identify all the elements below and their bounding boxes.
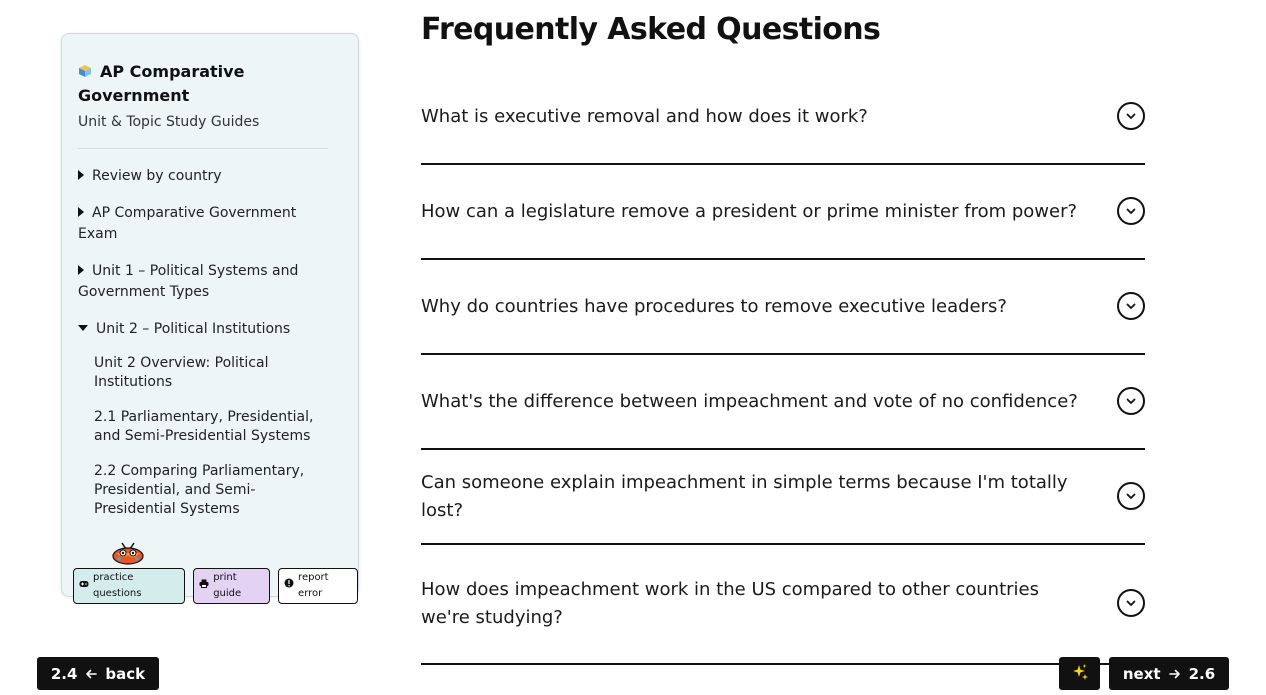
sidebar-action-buttons xyxy=(73,568,358,604)
chevron-down-icon[interactable] xyxy=(1117,482,1145,510)
report-error-label: report error xyxy=(298,572,329,599)
faq-heading: Frequently Asked Questions xyxy=(421,12,881,47)
sidebar-subitem-2-1[interactable]: 2.1 Parliamentary, Presidential, and Semi-Presidential Systems xyxy=(94,409,314,444)
ai-assistant-button[interactable] xyxy=(1059,657,1100,690)
faq-item[interactable] xyxy=(421,70,1145,165)
next-label: next xyxy=(1122,664,1161,683)
chevron-down-icon[interactable] xyxy=(1117,387,1145,415)
sidebar-item-label: Unit 1 – Political Systems and Government Types xyxy=(78,263,299,300)
unit-2-topics xyxy=(78,354,328,519)
sparkle-icon xyxy=(1071,663,1089,685)
faq-item[interactable] xyxy=(421,260,1145,355)
printer-icon xyxy=(199,578,209,594)
sidebar-nav xyxy=(78,166,328,535)
mascot-icon xyxy=(110,540,146,570)
faq-item[interactable] xyxy=(421,545,1145,665)
sidebar-item-unit-2[interactable] xyxy=(78,319,328,340)
study-guide-sidebar xyxy=(61,33,359,597)
chevron-down-icon[interactable] xyxy=(1117,102,1145,130)
sidebar-item-label: Review by country xyxy=(92,168,222,184)
sidebar-divider xyxy=(78,148,328,149)
sidebar-subitem-2-2[interactable]: 2.2 Comparing Parliamentary, Presidential, and Semi-Presidential Systems xyxy=(94,463,305,517)
chevron-down-icon[interactable] xyxy=(1117,589,1145,617)
faq-question: What's the difference between impeachment and vote of no confidence? xyxy=(421,390,1078,412)
triangle-down-icon xyxy=(78,325,88,331)
sidebar-item-label: AP Comparative Government Exam xyxy=(78,205,297,242)
chevron-down-icon[interactable] xyxy=(1117,292,1145,320)
gamepad-icon xyxy=(79,578,89,594)
print-guide-label: print guide xyxy=(213,572,242,599)
sidebar-item-exam[interactable] xyxy=(78,203,328,245)
faq-question: How can a legislature remove a president or prime minister from power? xyxy=(421,200,1078,222)
triangle-right-icon xyxy=(78,207,84,217)
practice-questions-button[interactable] xyxy=(73,568,185,604)
back-button[interactable] xyxy=(37,657,159,690)
practice-questions-label: practice questions xyxy=(93,572,142,599)
sidebar-subtitle: Unit & Topic Study Guides xyxy=(78,114,260,130)
triangle-right-icon xyxy=(78,265,84,275)
alert-circle-icon xyxy=(284,578,294,594)
faq-item[interactable] xyxy=(421,165,1145,260)
sidebar-item-review-by-country[interactable] xyxy=(78,166,328,187)
back-topic-number: 2.4 xyxy=(50,664,78,683)
arrow-left-icon xyxy=(85,665,97,683)
sidebar-subitem-unit-2-overview[interactable]: Unit 2 Overview: Political Institutions xyxy=(94,355,269,390)
chevron-down-icon[interactable] xyxy=(1117,197,1145,225)
cube-icon xyxy=(78,61,92,75)
sidebar-item-label: Unit 2 – Political Institutions xyxy=(96,321,291,337)
triangle-right-icon xyxy=(78,170,84,180)
report-error-button[interactable] xyxy=(278,568,358,604)
faq-question: What is executive removal and how does it work? xyxy=(421,105,868,127)
next-button[interactable] xyxy=(1109,657,1229,690)
faq-question: How does impeachment work in the US compared to other countries we're studying? xyxy=(421,579,1039,628)
faq-item[interactable] xyxy=(421,355,1145,450)
faq-item[interactable] xyxy=(421,450,1145,545)
print-guide-button[interactable] xyxy=(193,568,270,604)
arrow-right-icon xyxy=(1169,665,1181,683)
faq-question: Can someone explain impeachment in simple terms because I'm totally lost? xyxy=(421,471,1068,521)
back-label: back xyxy=(105,664,146,683)
next-topic-number: 2.6 xyxy=(1188,664,1216,683)
sidebar-title-text: AP Comparative Government xyxy=(78,62,245,105)
sidebar-item-unit-1[interactable] xyxy=(78,261,328,303)
faq-list xyxy=(421,70,1145,665)
faq-question: Why do countries have procedures to remove executive leaders? xyxy=(421,295,1007,317)
sidebar-title[interactable] xyxy=(78,60,318,108)
